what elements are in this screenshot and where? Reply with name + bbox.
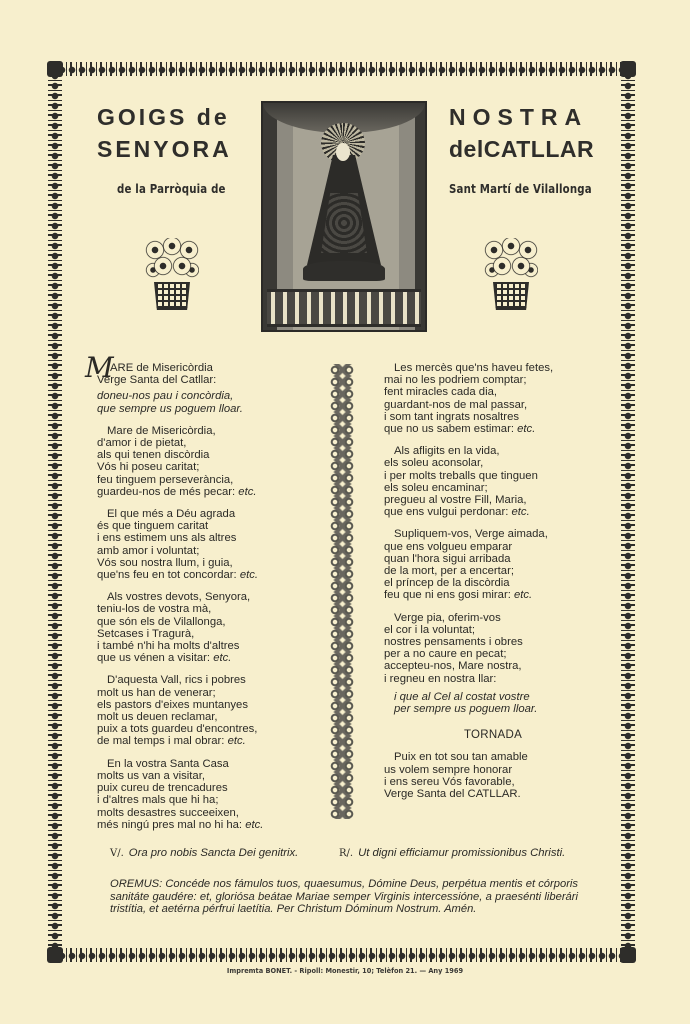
flowers-icon <box>484 238 538 282</box>
stanza <box>384 445 594 518</box>
verse-line: per a no caure en pecat; <box>384 648 507 661</box>
verse-line: El que més a Déu agrada <box>107 508 236 521</box>
verse-line: Als afligits en la vida, <box>394 445 500 458</box>
verse-line: Les mercès que'ns haveu fetes, <box>394 362 554 374</box>
oremus-prayer: OREMUS: Concéde nos fámulos tuos, quaesumus, Dómine Deus, perpétua mentis et córporis sanitáte gaudére: et, gloriósa beátae Mariae semper Virginis intercessióne, a praesénti liberári tristítia, et aetérna pérfrui laetítia. Per Christum Dóminum Nostrum. Amén. <box>110 878 578 916</box>
verse-line: quan l'hora sigui arribada <box>384 552 511 565</box>
pedestal <box>303 261 385 281</box>
corner-ornament-icon <box>47 61 63 77</box>
right-column <box>384 362 594 810</box>
verse-line: Supliquem-vos, Verge aimada, <box>394 528 548 541</box>
verse-line: el cor i la voluntat; <box>384 623 476 636</box>
border-left <box>48 62 62 962</box>
verse-line <box>384 423 594 435</box>
corner-ornament-icon <box>620 61 636 77</box>
verse-line: Vós hi poseu caritat; <box>97 461 200 474</box>
refrain-line: i que al Cel al costat vostre <box>394 690 530 703</box>
verse-line: puix cureu de trencadures <box>97 782 228 795</box>
refrain-line: per sempre us poguem lloar. <box>394 703 538 716</box>
verse-text: guardeu-nos de més pecar: <box>97 485 236 498</box>
subtitle-right: Sant Martí de Vilallonga <box>449 182 592 196</box>
wicker-basket-icon <box>493 282 529 310</box>
border-bottom <box>48 948 635 962</box>
stanza <box>384 362 594 435</box>
title-left-line2: SENYORA <box>97 136 232 162</box>
verse-line: mai no les podriem comptar; <box>384 374 527 387</box>
verse-line: molt us han de venerar; <box>97 686 216 699</box>
etc-marker: etc. <box>238 485 257 498</box>
verse-line: fent miracles cada dia, <box>384 386 498 399</box>
etc-marker: etc. <box>245 818 264 831</box>
verse-line: és que tinguem caritat <box>97 520 209 533</box>
title-right-line1: NOSTRA <box>449 104 589 130</box>
verse-line <box>384 589 594 601</box>
verse-line: Verge pia, oferim-vos <box>394 611 501 624</box>
verse-line: puix a tots guardeu d'encontres, <box>97 723 258 736</box>
verse-line: Mare de Misericòrdia, <box>107 424 216 437</box>
subtitle-left: de la Parròquia de <box>117 182 226 196</box>
flower-basket-icon <box>484 238 538 314</box>
etc-marker: etc. <box>517 423 536 436</box>
verse-line: i d'altres mals que hi ha; <box>97 794 219 807</box>
verse-line: i ens sereu Vós favorable, <box>384 775 515 788</box>
verse-line: guardant-nos de mal passar, <box>384 398 528 411</box>
etc-marker: etc. <box>239 569 259 582</box>
refrain-line: doneu-nos pau i concòrdia, <box>97 390 234 403</box>
corner-ornament-icon <box>620 947 636 963</box>
verse-line <box>97 569 322 581</box>
stanza <box>97 758 322 831</box>
verse-line: i per molts treballs que tinguen <box>384 469 538 482</box>
verse-line: teniu-los de vostra mà, <box>97 603 212 616</box>
verse-line: Vós sou nostra llum, i guia, <box>97 556 233 569</box>
dropcap-letter: M <box>85 351 114 384</box>
face-figure <box>336 143 350 161</box>
border-top <box>48 62 635 76</box>
intro-line: ARE de Misericòrdia <box>110 362 213 374</box>
verse-line: d'amor i de pietat, <box>97 437 187 450</box>
border-right <box>621 62 635 962</box>
verse-line <box>97 735 322 747</box>
etc-marker: etc. <box>511 506 530 519</box>
verse-line: el príncep de la discòrdia <box>384 577 510 590</box>
verse-line: Puix en tot sou tan amable <box>394 751 528 764</box>
verse-line: Verge Santa del CATLLAR. <box>384 788 521 801</box>
verse-text: feu que ni ens gosi mirar: <box>384 589 511 602</box>
verse-text: que'ns feu en tot concordar: <box>97 569 237 582</box>
intro-line: Verge Santa del Catllar: <box>97 374 217 387</box>
verse-line <box>97 652 322 664</box>
tornada-heading: TORNADA <box>463 729 523 742</box>
stanza <box>97 508 322 581</box>
verse-line: Setcases i Tragurà, <box>97 627 195 640</box>
wicker-basket-icon <box>154 282 190 310</box>
response <box>339 847 565 859</box>
verse-line: que són els de Vilallonga, <box>97 615 226 628</box>
verse-line: molts desastres succeeixen, <box>97 806 239 819</box>
verse-line: molt us deuen reclamar, <box>97 711 218 724</box>
verse-line <box>97 486 322 498</box>
verse-line <box>384 506 594 518</box>
etc-marker: etc. <box>213 652 232 665</box>
title-left-line1: GOIGS de <box>97 104 230 130</box>
title-right-line2: delCATLLAR <box>449 136 595 162</box>
verse-text: que ens vulgui perdonar: <box>384 506 509 519</box>
verse-line: i ens estimem uns als altres <box>97 532 237 545</box>
tornada-stanza <box>384 751 594 800</box>
verse-line: pregueu al vostre Fill, Maria, <box>384 494 527 507</box>
verse-line: que ens volgueu emparar <box>384 540 513 553</box>
corner-ornament-icon <box>47 947 63 963</box>
virgin-engraving-image <box>261 101 427 332</box>
verse-line: feu tinguem perseverància, <box>97 473 234 486</box>
verse-line: amb amor i voluntat; <box>97 544 200 557</box>
verse-line: i també n'hi ha molts d'altres <box>97 640 240 653</box>
balustrade <box>267 289 421 327</box>
stanza <box>384 528 594 601</box>
verse-line: molts us van a visitar, <box>97 769 205 782</box>
verse-line: als qui tenen discòrdia <box>97 449 210 462</box>
refrain-line: que sempre us poguem lloar. <box>97 402 243 415</box>
verse-line: els soleu encaminar; <box>384 481 488 494</box>
verse-text: de mal temps i mal obrar: <box>97 735 225 748</box>
flowers-icon <box>145 238 199 282</box>
verse-line: els pastors d'eixes muntanyes <box>97 698 248 711</box>
left-column <box>85 351 322 841</box>
ornamental-divider <box>329 364 356 819</box>
verse-line: accepteu-nos, Mare nostra, <box>384 660 522 673</box>
intro-stanza <box>85 351 322 387</box>
verse-text: més ningú pres mal no hi ha: <box>97 818 243 831</box>
verse-text: que no us sabem estimar: <box>384 423 514 436</box>
stanza <box>97 674 322 747</box>
verse-line: nostres pensaments i obres <box>384 636 523 649</box>
response-symbol: R/. <box>339 848 354 859</box>
verse-line: En la vostra Santa Casa <box>107 757 229 770</box>
verse-line: i som tant ingrats nosaltres <box>384 410 519 423</box>
verse-line: i regneu en nostra llar: <box>384 672 497 685</box>
verse-line: D'aquesta Vall, rics i pobres <box>107 674 246 687</box>
verse-text: que us vénen a visitar: <box>97 652 211 665</box>
versicle-text: Ora pro nobis Sancta Dei genitrix. <box>128 847 299 859</box>
refrain <box>97 390 322 414</box>
flower-basket-icon <box>145 238 199 314</box>
verse-line <box>97 819 322 831</box>
printer-imprint: Impremta BONET. - Ripoll: Monestir, 10; Telèfon 21. — Any 1969 <box>226 967 464 975</box>
versicle-symbol: V/. <box>110 848 124 859</box>
verse-line: els soleu aconsolar, <box>384 457 484 470</box>
stanza <box>97 425 322 498</box>
versicle <box>110 847 298 859</box>
response-text: Ut digni efficiamur promissionibus Christi. <box>358 847 566 859</box>
verse-line: de la mort, per a encertar; <box>384 565 514 578</box>
final-refrain <box>384 691 594 715</box>
etc-marker: etc. <box>227 735 246 748</box>
etc-marker: etc. <box>513 589 533 602</box>
stanza <box>384 612 594 685</box>
verse-line: us volem sempre honorar <box>384 763 513 776</box>
stanza <box>97 591 322 664</box>
verse-line: Als vostres devots, Senyora, <box>107 591 251 604</box>
